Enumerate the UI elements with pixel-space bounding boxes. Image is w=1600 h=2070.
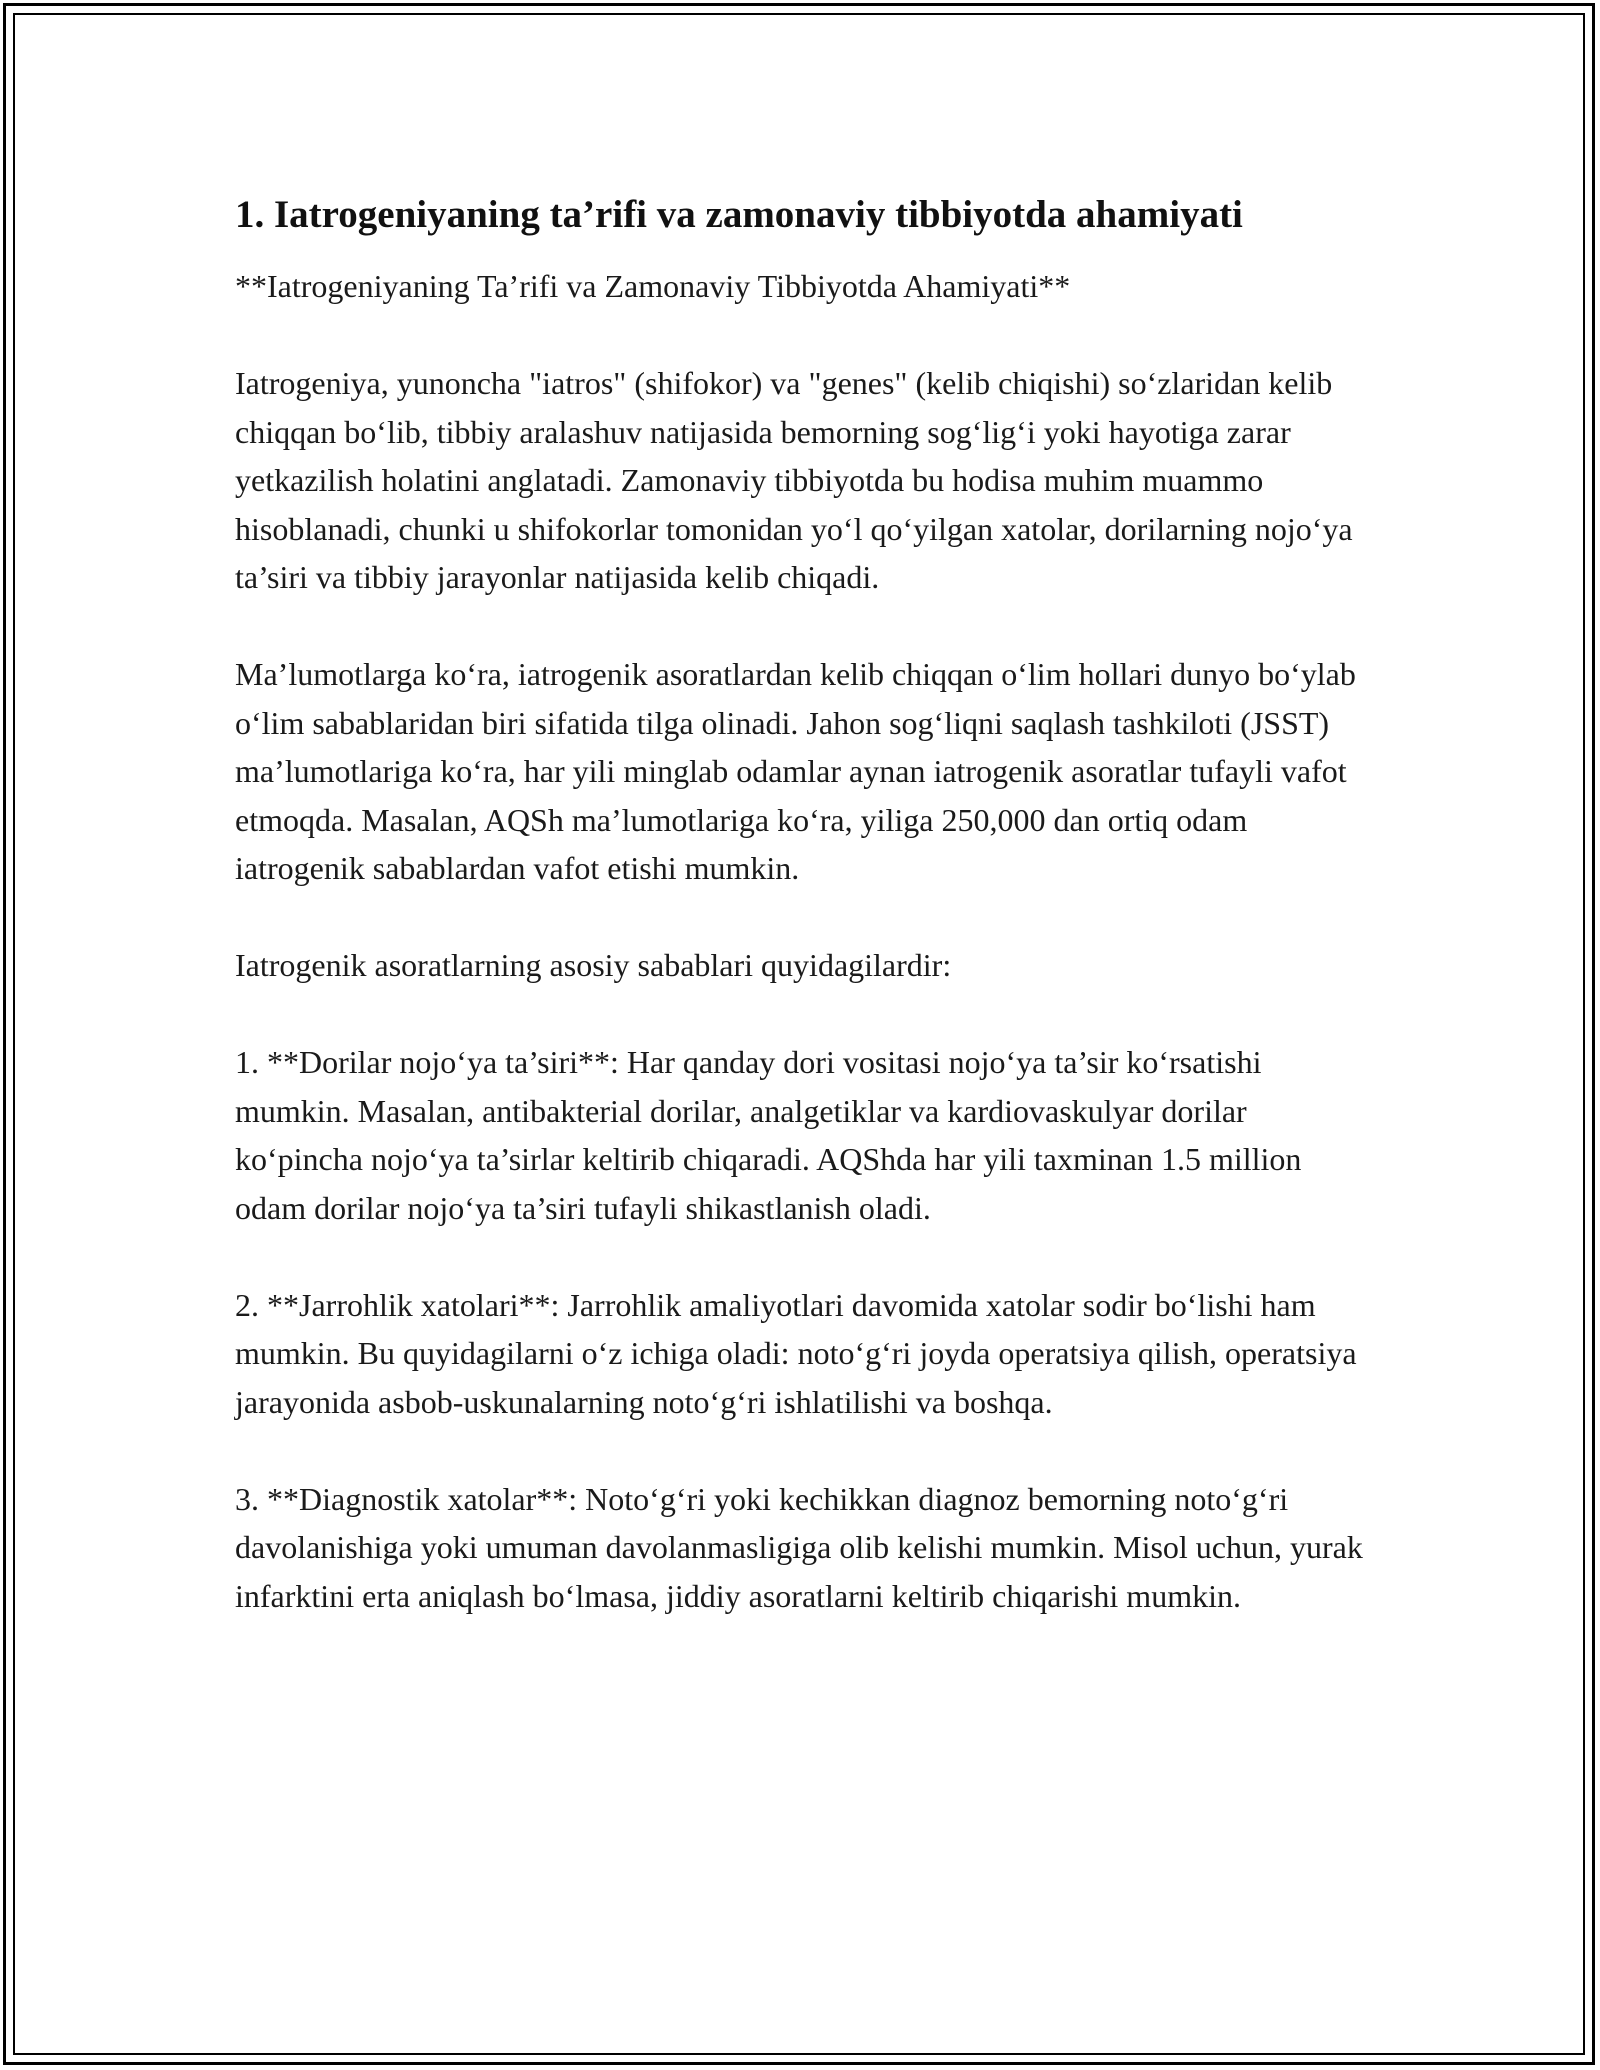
list-item-medication-side-effects: 1. **Dorilar nojo‘ya ta’siri**: Har qanday dori vositasi nojo‘ya ta’sir ko‘rsatishi mumkin. Masalan, antibakterial dorilar, analgetiklar va kardiovaskulyar dorilar ko‘pincha nojo‘ya ta’sirlar keltirib chiqaradi. AQShda har yili taxminan 1.5 million odam dorilar nojo‘ya ta’siri tufayli shikastlanish oladi. (235, 1044, 1302, 1226)
document-subheading: **Iatrogeniyaning Ta’rifi va Zamonaviy Tibbiyotda Ahamiyati** (235, 268, 1071, 304)
paragraph-causes-intro: Iatrogenik asoratlarning asosiy sabablari quyidagilardir: (235, 947, 952, 983)
document-body (235, 190, 1370, 1669)
document-title: 1. Iatrogeniyaning ta’rifi va zamonaviy tibbiyotda ahamiyati (235, 193, 1243, 236)
paragraph-statistics: Ma’lumotlarga ko‘ra, iatrogenik asoratlardan kelib chiqqan o‘lim hollari dunyo bo‘ylab o‘lim sabablaridan biri sifatida tilga olinadi. Jahon sog‘liqni saqlash tashkiloti (JSST) ma’lumotlariga ko‘ra, har yili minglab odamlar aynan iatrogenik asoratlar tufayli vafot etmoqda. Masalan, AQSh ma’lumotlariga ko‘ra, yiliga 250,000 dan ortiq odam iatrogenik sabablardan vafot etishi mumkin. (235, 656, 1356, 886)
list-item-surgical-errors: 2. **Jarrohlik xatolari**: Jarrohlik amaliyotlari davomida xatolar sodir bo‘lishi ham mumkin. Bu quyidagilarni o‘z ichiga oladi: noto‘g‘ri joyda operatsiya qilish, operatsiya jarayonida asbob-uskunalarning noto‘g‘ri ishlatilishi va boshqa. (235, 1286, 1357, 1420)
list-item-diagnostic-errors: 3. **Diagnostik xatolar**: Noto‘g‘ri yoki kechikkan diagnoz bemorning noto‘g‘ri davolanishiga yoki umuman davolanmasligiga olib kelishi mumkin. Misol uchun, yurak infarktini erta aniqlash bo‘lmasa, jiddiy asoratlarni keltirib chiqarishi mumkin. (235, 1480, 1363, 1614)
paragraph-definition: Iatrogeniya, yunoncha "iatros" (shifokor) va "genes" (kelib chiqishi) so‘zlaridan kelib chiqqan bo‘lib, tibbiy aralashuv natijasida bemorning sog‘lig‘i yoki hayotiga zarar yetkazilish holatini anglatadi. Zamonaviy tibbiyotda bu hodisa muhim muammo hisoblanadi, chunki u shifokorlar tomonidan yo‘l qo‘yilgan xatolar, dorilarning nojo‘ya ta’siri va tibbiy jarayonlar natijasida kelib chiqadi. (235, 365, 1353, 595)
